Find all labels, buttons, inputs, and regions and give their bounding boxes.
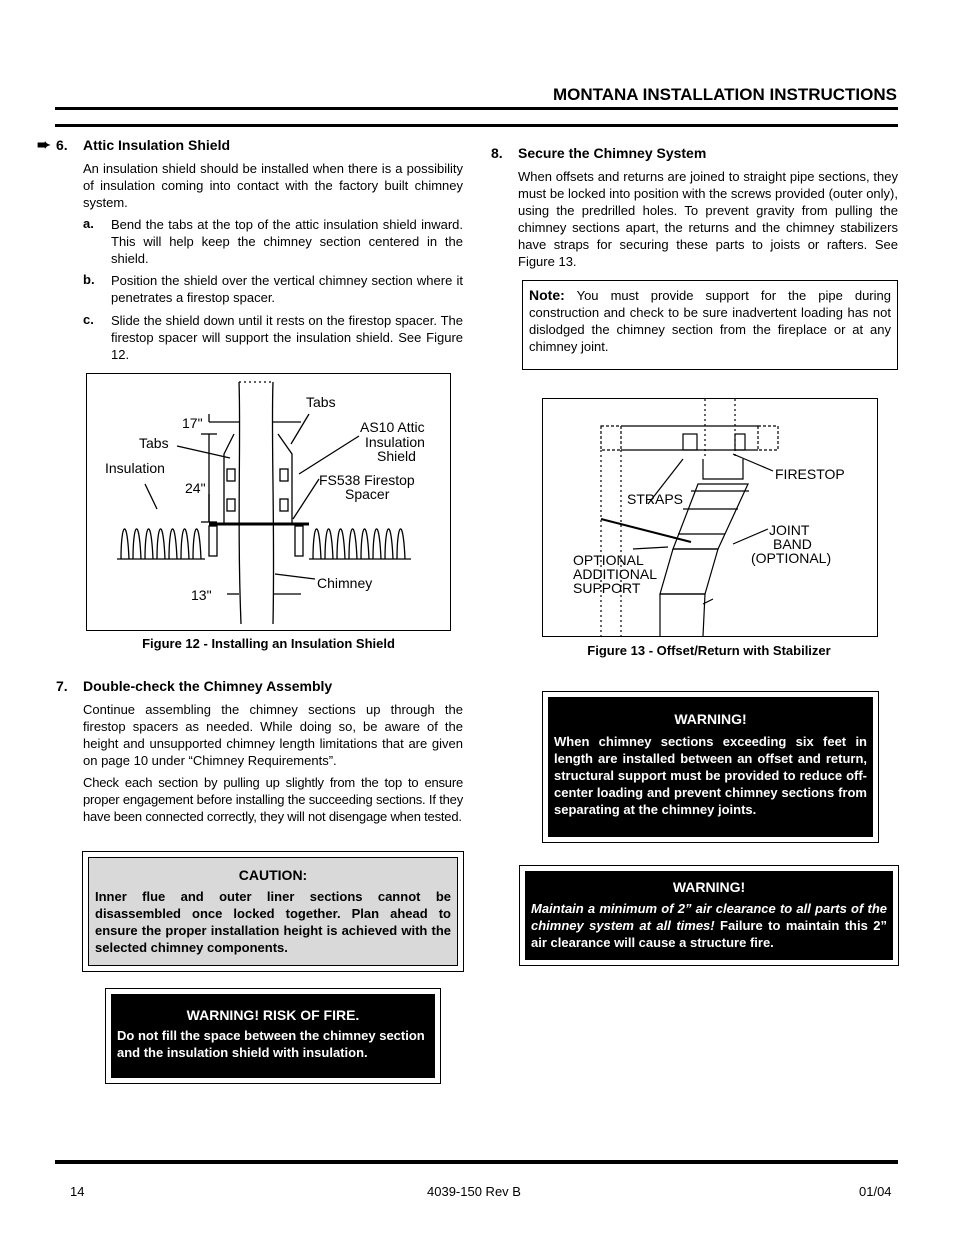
step-b-label: b. [83,272,95,287]
fig12-label-fs538-1: FS538 Firestop [319,472,415,488]
section8-number: 8. [491,145,503,161]
section7-title: Double-check the Chimney Assembly [83,678,333,694]
warning2-title: WARNING! [672,879,746,895]
section6-number: 6. [56,137,68,153]
figure12-drawing [87,374,450,630]
warning2-inner [525,871,893,960]
warning-fire-title: WARNING! RISK OF FIRE. [186,1007,360,1023]
header-rule-top [55,107,898,110]
warning2-italic: Maintain a minimum of 2” air clearance to all parts of the chimney system at all times! [531,901,887,933]
figure13-frame [542,398,878,637]
figure13-drawing [543,399,877,636]
warning1-title: WARNING! [674,711,747,727]
footer-doc-number: 4039-150 Rev B [427,1184,521,1199]
fig12-label-as10-1: AS10 Attic [360,419,425,435]
warning2-box [519,865,899,966]
section7-para1: Continue assembling the chimney sections up through the firestop spacers as needed. While doing so, be aware of the height and unsupported chimney length limitations that are given on page 10 under “Chimney Requirements”. [83,702,463,768]
section6-title: Attic Insulation Shield [83,137,231,153]
fig12-label-as10-2: Insulation [365,434,425,450]
step-a-label: a. [83,216,94,231]
step-a-text: Bend the tabs at the top of the attic insulation shield inward. This will help keep the chimney section centered in the shield. [111,217,463,266]
warning-fire-text: Do not fill the space between the chimney section and the insulation shield with insulation. [117,1028,425,1060]
section8-para: When offsets and returns are joined to straight pipe sections, they must be locked into position with the screws provided (outer only), using the predrilled holes. To prevent gravity from pulling the chimney sections apart, the returns and the chimney stabilizers have straps for securing these parts to joists or rafters. See Figure 13. [518,169,898,269]
caution-text: Inner flue and outer liner sections cannot be disassembled once locked together. Plan ahead to ensure the proper installation height is achieved with the selected chimney components. [95,889,451,955]
fig12-label-insulation: Insulation [105,460,165,476]
fig13-label-firestop: FIRESTOP [775,466,845,482]
fig12-label-17: 17" [182,415,203,431]
caution-box [82,851,464,972]
arrow-icon: ➨ [37,137,51,154]
figure13-caption: Figure 13 - Offset/Return with Stabilizer [587,643,831,658]
fig12-label-tabs-left: Tabs [139,435,169,451]
fig12-label-24: 24" [185,480,206,496]
warning2-text: Failure to maintain this 2” air clearance will cause a structure fire. [531,918,887,950]
caution-title: CAUTION: [238,867,308,883]
fig12-label-chimney: Chimney [317,575,373,591]
footer-date: 01/04 [859,1184,892,1199]
step-c-text: Slide the shield down until it rests on the firestop spacer. The firestop spacer will support the insulation shield. See Figure 12. [111,313,463,362]
fig13-label-joint2: BAND [773,536,812,552]
warning1-inner [548,697,873,837]
fig12-label-as10-3: Shield [377,448,416,464]
fig12-label-tabs-top: Tabs [306,394,336,410]
note-box [522,280,898,370]
section7-para2: Check each section by pulling up slightly from the top to ensure proper engagement before installing the succeeding sections. If they have been connected correctly, they will not disengage when tested. [83,775,463,824]
fig13-label-joint3: (OPTIONAL) [751,550,832,566]
warning-fire-inner [111,994,435,1078]
fig12-label-fs538-2: Spacer [345,486,390,502]
step-c-label: c. [83,312,94,327]
figure12-frame [86,373,451,631]
warning1-box [542,691,879,843]
warning1-text: When chimney sections exceeding six feet in length are installed between an offset and return, structural support must be provided to reduce off-center loading and prevent chimney sections from separating at the chimney joints. [554,734,867,817]
fig13-label-opt1: OPTIONAL [573,552,644,568]
footer-rule [55,1160,898,1164]
section7-number: 7. [56,678,68,694]
fig13-label-straps: STRAPS [627,491,684,507]
fig13-label-opt3: SUPPORT [573,580,641,596]
section6-intro: An insulation shield should be installed when there is a possibility of insulation coming into contact with the factory built chimney system. [83,161,463,210]
figure12-caption: Figure 12 - Installing an Insulation Shield [142,636,395,651]
warning-fire-box [105,988,441,1084]
step-b-text: Position the shield over the vertical chimney section where it penetrates a firestop spacer. [111,273,463,305]
fig12-label-13: 13" [191,587,212,603]
footer-page-number: 14 [70,1184,85,1199]
section8-title: Secure the Chimney System [518,145,707,161]
note-text: You must provide support for the pipe during construction and check to be sure inadvertent loading has not dislodged the chimney section from the fireplace or at any chimney joint. [529,288,891,354]
fig13-label-joint1: JOINT [769,522,810,538]
fig13-label-opt2: ADDITIONAL [573,566,658,582]
page-header-title: MONTANA INSTALLATION INSTRUCTIONS [552,85,897,104]
caution-inner [88,857,458,966]
note-label: Note: [529,287,565,303]
header-rule-bottom [55,124,898,127]
